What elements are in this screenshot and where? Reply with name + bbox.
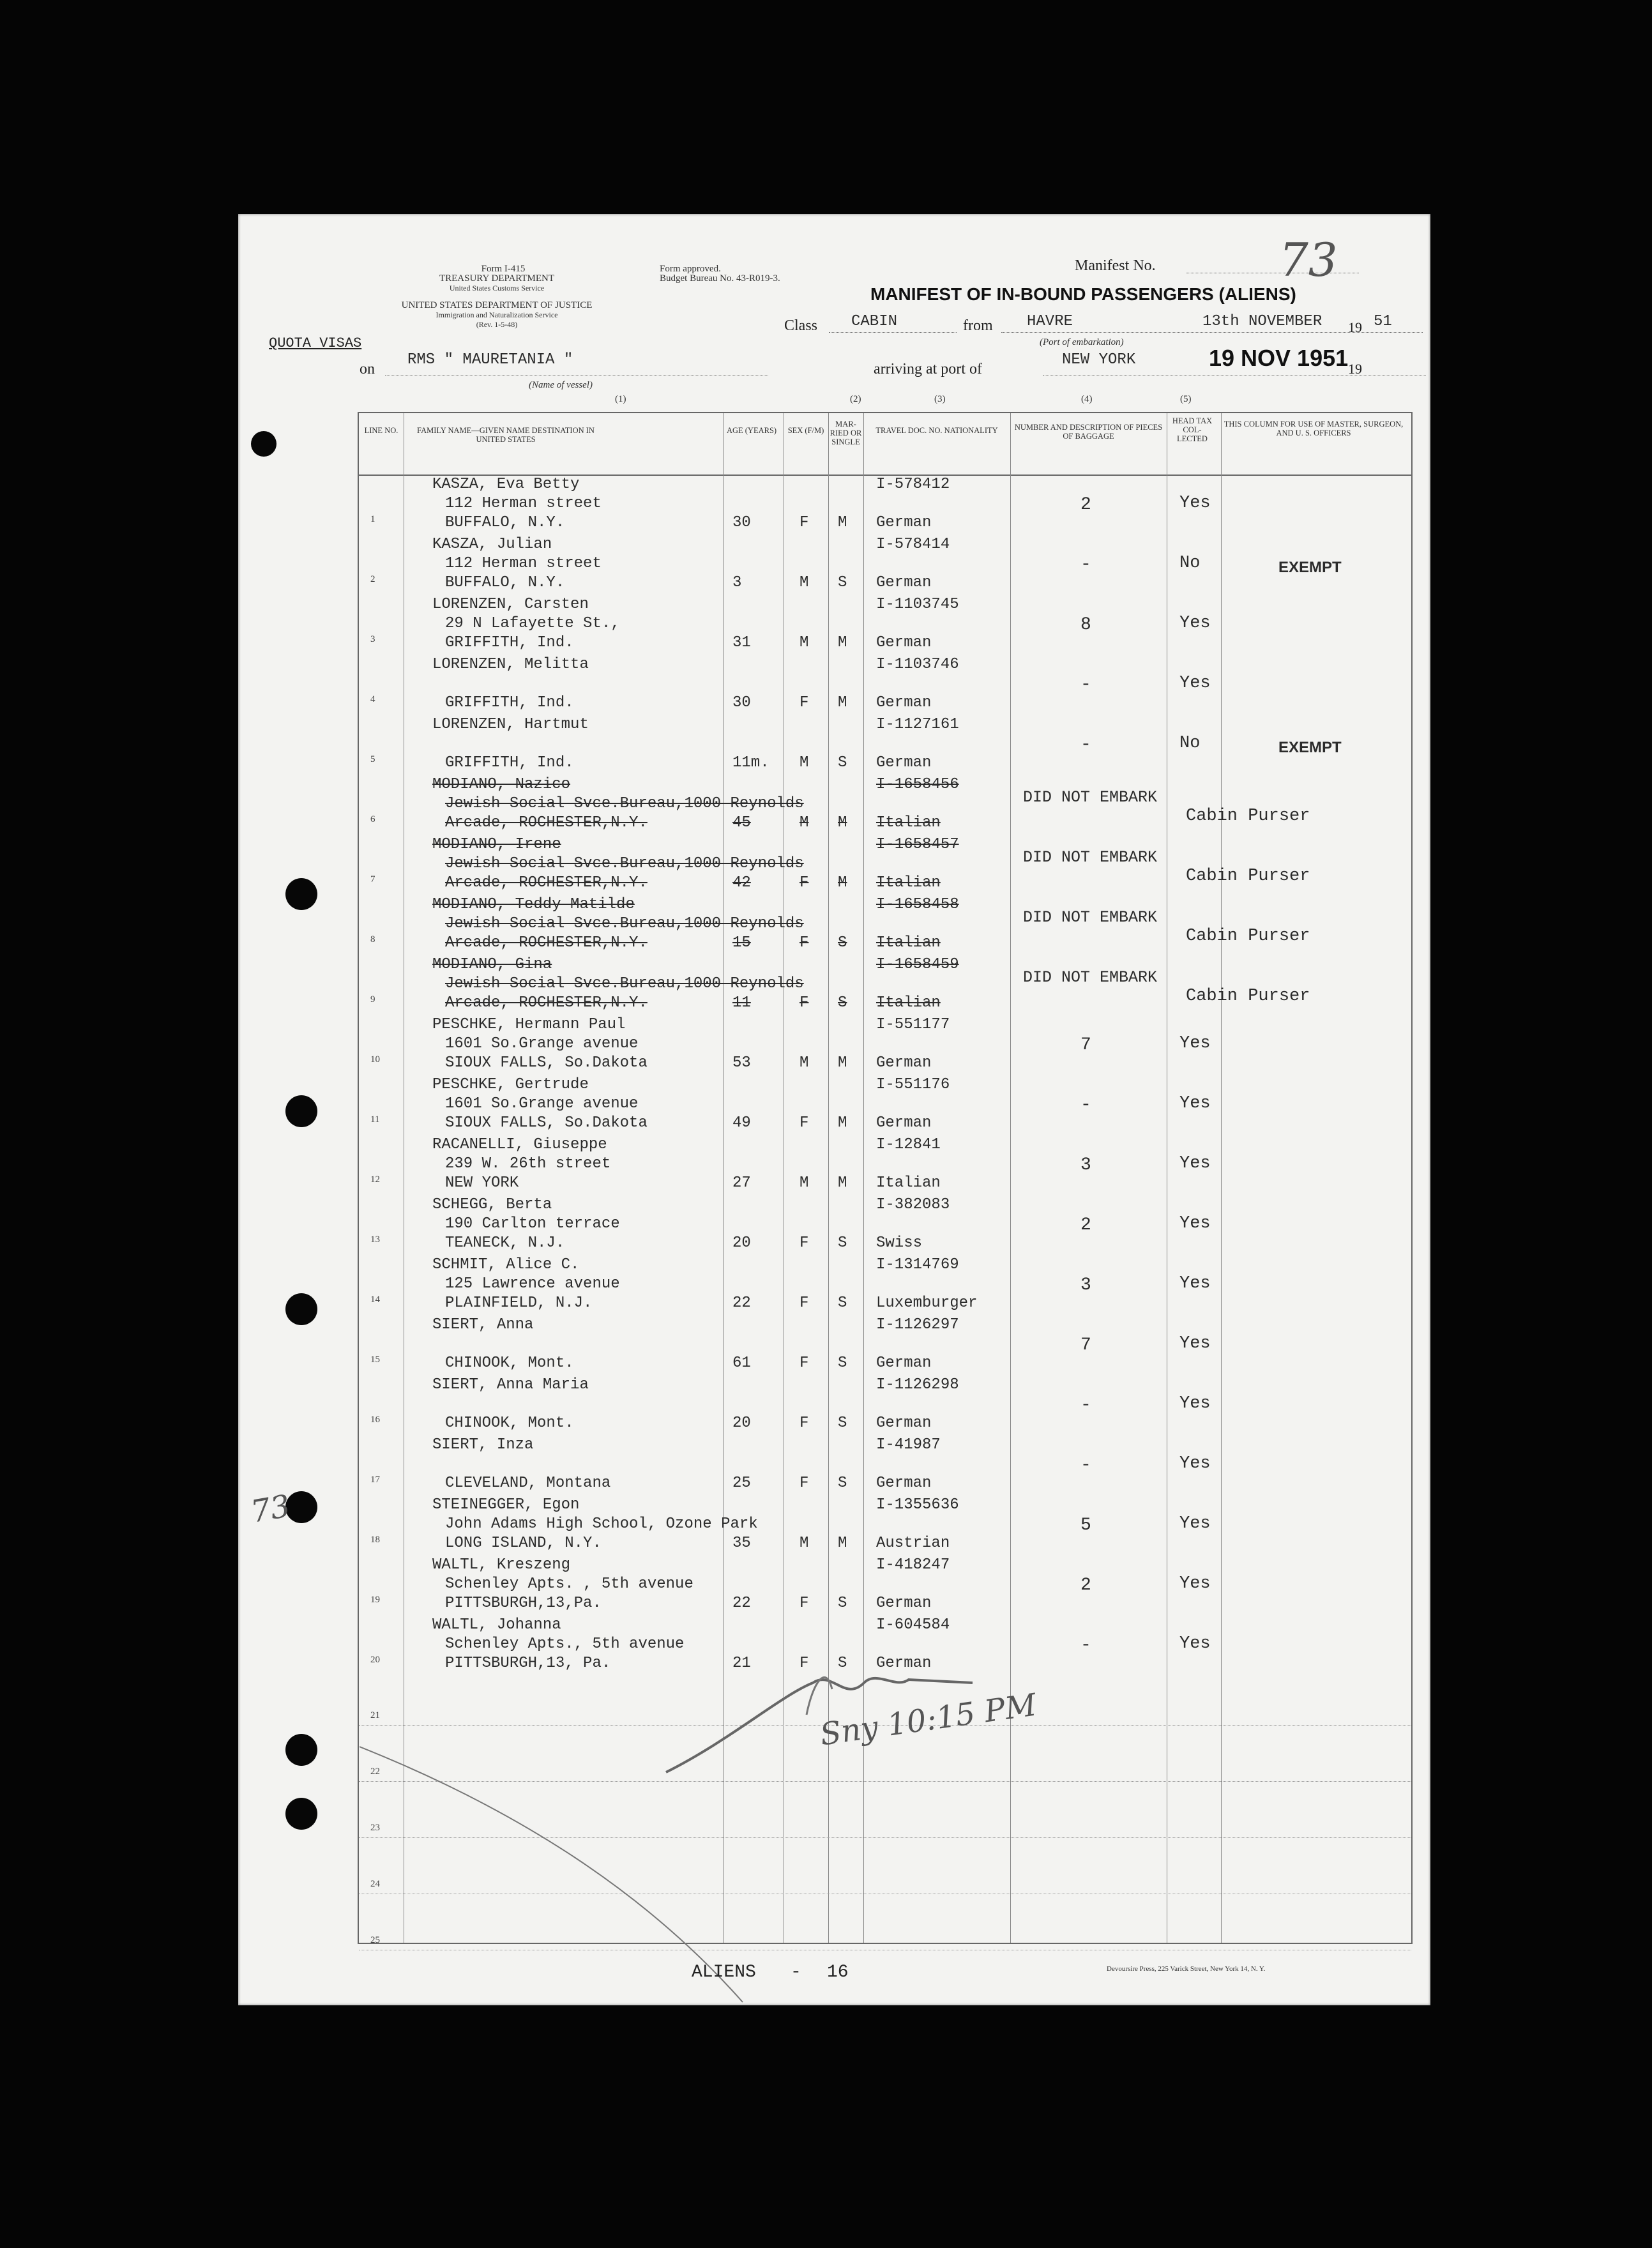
col-number: (2) [850,394,861,404]
baggage-count: - [1080,1636,1091,1655]
sex: F [799,934,809,952]
line-number: 13 [370,1234,380,1245]
line-number: 23 [370,1823,380,1833]
treasury-dept: TREASURY DEPARTMENT [439,273,555,284]
table-row [359,775,1411,835]
destination-city: PITTSBURGH,13, Pa. [445,1655,611,1672]
rev-date: (Rev. 1-5-48) [476,320,518,329]
table-row [359,475,1411,535]
travel-doc-no: I-604584 [876,1616,950,1634]
baggage-count: 2 [1080,495,1091,515]
passenger-name: SIERT, Anna Maria [432,1376,589,1394]
line-number: 21 [370,1710,380,1720]
line-number: 12 [370,1174,380,1185]
sex: F [799,514,809,531]
nationality: German [876,754,932,771]
header-line-no: LINE NO. [364,426,398,435]
age: 20 [732,1234,751,1252]
destination-address: 239 W. 26th street [445,1155,611,1173]
line-number: 6 [370,814,375,824]
destination-city: Arcade, ROCHESTER,N.Y. [445,874,648,892]
from-label: from [963,317,993,334]
line-number: 8 [370,934,375,945]
sex: F [799,874,809,892]
destination-city: GRIFFITH, Ind. [445,754,574,771]
binder-hole [285,878,317,910]
sex: F [799,1295,809,1312]
destination-address: 125 Lawrence avenue [445,1275,620,1293]
footer-dash: - [791,1963,801,1982]
head-tax: No [1179,734,1201,753]
line-number: 4 [370,694,375,704]
sex: F [799,1655,809,1672]
travel-doc-no: I-1127161 [876,716,959,733]
head-tax: Yes [1179,1034,1211,1053]
travel-doc-no: I-1658456 [876,776,959,793]
passenger-name: MODIANO, Teddy Matilde [432,896,635,913]
sex: M [799,574,809,591]
destination-city: GRIFFITH, Ind. [445,694,574,711]
table-row [359,595,1411,655]
destination-address: 190 Carlton terrace [445,1215,620,1233]
nationality: German [876,1475,932,1492]
departure-year: 51 [1374,313,1392,330]
head-tax: Yes [1179,1214,1211,1233]
passenger-name: WALTL, Johanna [432,1616,561,1634]
table-row [359,835,1411,895]
destination-city: LONG ISLAND, N.Y. [445,1535,602,1552]
passenger-name: LORENZEN, Melitta [432,656,589,673]
destination-city: BUFFALO, N.Y. [445,574,565,591]
destination-city: NEW YORK [445,1174,519,1192]
table-row [359,1195,1411,1255]
marital-status: M [838,1114,847,1132]
travel-doc-no: I-1103745 [876,596,959,613]
age: 27 [732,1174,751,1192]
arrival-year-prefix: 19 [1348,361,1362,377]
marital-status: M [838,1535,847,1552]
class-line [829,332,957,333]
line-number: 11 [370,1114,380,1125]
travel-doc-no: I-578414 [876,536,950,553]
table-row [359,1135,1411,1195]
passenger-name: MODIANO, Irene [432,836,561,853]
passenger-name: PESCHKE, Gertrude [432,1076,589,1093]
binder-hole [285,1095,317,1127]
travel-doc-no: I-41987 [876,1436,941,1454]
header-travel-doc: TRAVEL DOC. NO. NATIONALITY [875,426,998,435]
nationality: Austrian [876,1535,950,1552]
baggage-count: - [1080,1395,1091,1415]
travel-doc-no: I-1126298 [876,1376,959,1394]
baggage-count: 3 [1080,1155,1091,1175]
baggage-count: 2 [1080,1576,1091,1595]
table-row [359,655,1411,715]
destination-city: BUFFALO, N.Y. [445,514,565,531]
head-tax: Yes [1179,494,1211,513]
nationality: German [876,1415,932,1432]
destination-city: Arcade, ROCHESTER,N.Y. [445,994,648,1012]
head-tax: Yes [1179,1454,1211,1473]
head-tax: Yes [1179,1274,1211,1293]
age: 21 [732,1655,751,1672]
sex: M [799,814,809,832]
baggage-count: - [1080,1455,1091,1475]
line-number: 7 [370,874,375,885]
head-tax: Yes [1179,1094,1211,1113]
travel-doc-no: I-1314769 [876,1256,959,1273]
destination-address: Jewish Social Svce.Bureau,1000 Reynolds [445,855,804,872]
age: 45 [732,814,751,832]
did-not-embark: DID NOT EMBARK [1023,908,1158,927]
destination-city: GRIFFITH, Ind. [445,634,574,651]
baggage-count: 7 [1080,1035,1091,1055]
header-sex: SEX (F/M) [787,426,824,435]
table-row [359,955,1411,1015]
line-number: 16 [370,1415,380,1425]
baggage-count: - [1080,555,1091,575]
line-number: 14 [370,1295,380,1305]
age: 35 [732,1535,751,1552]
age: 61 [732,1355,751,1372]
marital-status: S [838,994,847,1012]
age: 15 [732,934,751,952]
table-row [359,1555,1411,1615]
line-number: 22 [370,1766,380,1777]
destination-city: PLAINFIELD, N.J. [445,1295,593,1312]
head-tax: Yes [1179,614,1211,633]
manifest-page [238,214,1430,2005]
arrival-stamp: 19 NOV 1951 [1209,345,1349,371]
destination-city: Arcade, ROCHESTER,N.Y. [445,814,648,832]
travel-doc-no: I-551176 [876,1076,950,1093]
age: 11 [732,994,751,1012]
sex: F [799,1475,809,1492]
travel-doc-no: I-1658457 [876,836,959,853]
passenger-name: SIERT, Anna [432,1316,534,1333]
line-number: 3 [370,634,375,644]
age: 20 [732,1415,751,1432]
age: 49 [732,1114,751,1132]
sex: F [799,1595,809,1612]
travel-doc-no: I-382083 [876,1196,950,1213]
passenger-name: MODIANO, Nazico [432,776,571,793]
line-number: 15 [370,1355,380,1365]
nationality: Italian [876,934,941,952]
destination-address: Schenley Apts., 5th avenue [445,1636,685,1653]
header-baggage: NUMBER AND DESCRIPTION OF PIECES OF BAGGAGE [1014,423,1163,441]
destination-city: CLEVELAND, Montana [445,1475,611,1492]
head-tax: Yes [1179,1574,1211,1593]
age: 25 [732,1475,751,1492]
travel-doc-no: I-1355636 [876,1496,959,1514]
cabin-purser: Cabin Purser [1186,807,1310,826]
destination-address: Jewish Social Svce.Bureau,1000 Reynolds [445,795,804,812]
sex: M [799,1535,809,1552]
table-row [359,715,1411,775]
binder-hole [285,1293,317,1325]
marital-status: S [838,1415,847,1432]
nationality: German [876,1355,932,1372]
sex: F [799,694,809,711]
passenger-name: KASZA, Eva Betty [432,476,580,493]
line-number: 25 [370,1935,380,1945]
budget-bureau: Budget Bureau No. 43-R019-3. [660,273,780,284]
line-number: 19 [370,1595,380,1605]
binder-hole [285,1798,317,1830]
head-tax: Yes [1179,674,1211,693]
nationality: German [876,1595,932,1612]
destination-city: PITTSBURGH,13,Pa. [445,1595,602,1612]
age: 42 [732,874,751,892]
destination-address: 112 Herman street [445,555,602,572]
footer-aliens: ALIENS [692,1963,756,1982]
marital-status: M [838,1054,847,1072]
travel-doc-no: I-551177 [876,1016,950,1033]
age: 30 [732,694,751,711]
nationality: German [876,574,932,591]
nationality: German [876,514,932,531]
did-not-embark: DID NOT EMBARK [1023,848,1158,867]
marital-status: S [838,754,847,771]
marital-status: S [838,1355,847,1372]
marital-status: S [838,574,847,591]
arriving-label: arriving at port of [874,361,982,377]
col-number: (1) [615,394,626,404]
sex: F [799,1415,809,1432]
sex: F [799,1355,809,1372]
marital-status: M [838,634,847,651]
nationality: Italian [876,1174,941,1192]
nationality: Luxemburger [876,1295,978,1312]
destination-address: Jewish Social Svce.Bureau,1000 Reynolds [445,915,804,932]
travel-doc-no: I-1126297 [876,1316,959,1333]
age: 11m. [732,754,769,771]
customs-service: United States Customs Service [449,284,545,292]
marital-status: M [838,514,847,531]
passenger-name: LORENZEN, Hartmut [432,716,589,733]
departure-date: 13th NOVEMBER [1202,313,1322,330]
destination-city: Arcade, ROCHESTER,N.Y. [445,934,648,952]
header-married: MAR- RIED OR SINGLE [830,420,862,446]
vessel-name: RMS " MAURETANIA " [407,351,573,368]
head-tax: Yes [1179,1514,1211,1533]
marital-status: M [838,694,847,711]
destination-address: 29 N Lafayette St., [445,615,620,632]
marital-status: S [838,934,847,952]
manifest-number: 73 [1279,233,1338,287]
destination-address: Jewish Social Svce.Bureau,1000 Reynolds [445,975,804,992]
destination-address: 1601 So.Grange avenue [445,1035,639,1052]
age: 30 [732,514,751,531]
table-row [359,1075,1411,1135]
table-row [359,1435,1411,1495]
destination-city: SIOUX FALLS, So.Dakota [445,1114,648,1132]
baggage-count: 5 [1080,1515,1091,1535]
inspection-time-note: Sny 10:15 PM [817,1687,1039,1753]
nationality: Swiss [876,1234,923,1252]
header-name: FAMILY NAME—GIVEN NAME DESTINATION IN UNITED STATES [417,426,595,444]
justice-dept: UNITED STATES DEPARTMENT OF JUSTICE [401,300,593,310]
line-number: 20 [370,1655,380,1665]
sex: M [799,1174,809,1192]
table-row [359,1015,1411,1075]
passenger-name: KASZA, Julian [432,536,552,553]
line-number: 17 [370,1475,380,1485]
marital-status: S [838,1655,847,1672]
cabin-purser: Cabin Purser [1186,927,1310,946]
marital-status: M [838,1174,847,1192]
passenger-name: RACANELLI, Giuseppe [432,1136,607,1153]
baggage-count: - [1080,675,1091,695]
baggage-count: 8 [1080,615,1091,635]
departure-year-prefix: 19 [1348,319,1362,335]
manifest-no-label: Manifest No. [1075,257,1156,274]
arrival-port: NEW YORK [1062,351,1136,368]
sex: M [799,634,809,651]
marital-status: M [838,874,847,892]
passenger-name: LORENZEN, Carsten [432,596,589,613]
nationality: German [876,1054,932,1072]
travel-doc-no: I-1103746 [876,656,959,673]
cabin-purser: Cabin Purser [1186,987,1310,1006]
embark-note: (Port of embarkation) [1040,337,1124,347]
class-label: Class [784,317,818,334]
marital-status: M [838,814,847,832]
ins-label: Immigration and Naturalization Service [436,310,558,319]
travel-doc-no: I-12841 [876,1136,941,1153]
line-number: 1 [370,514,375,524]
sex: M [799,754,809,771]
class-value: CABIN [851,313,898,330]
destination-address: John Adams High School, Ozone Park [445,1515,758,1533]
binder-hole [285,1734,317,1766]
line-number: 2 [370,574,375,584]
printer-credit: Devoursire Press, 225 Varick Street, New York 14, N. Y. [1107,1965,1266,1973]
line-number: 24 [370,1879,380,1889]
col-number: (5) [1180,394,1192,404]
nationality: Italian [876,814,941,832]
head-tax: Yes [1179,1634,1211,1653]
head-tax: No [1179,554,1201,573]
baggage-count: - [1080,735,1091,755]
travel-doc-no: I-578412 [876,476,950,493]
destination-city: SIOUX FALLS, So.Dakota [445,1054,648,1072]
age: 22 [732,1295,751,1312]
head-tax: Yes [1179,1334,1211,1353]
header-head-tax: HEAD TAX COL- LECTED [1172,416,1213,443]
passenger-name: SIERT, Inza [432,1436,534,1454]
passenger-name: MODIANO, Gina [432,956,552,973]
sex: M [799,1054,809,1072]
baggage-count: - [1080,1095,1091,1115]
passenger-name: SCHMIT, Alice C. [432,1256,580,1273]
passenger-name: SCHEGG, Berta [432,1196,552,1213]
cabin-purser: Cabin Purser [1186,867,1310,886]
table-row [359,1375,1411,1435]
footer-number: 16 [827,1963,849,1982]
age: 3 [732,574,742,591]
nationality: Italian [876,994,941,1012]
header-age: AGE (YEARS) [726,426,777,435]
manifest-title: MANIFEST OF IN-BOUND PASSENGERS (ALIENS) [870,284,1296,304]
form-number: Form I-415 [481,264,526,274]
passenger-name: WALTL, Kreszeng [432,1556,571,1574]
nationality: Italian [876,874,941,892]
nationality: German [876,694,932,711]
marital-status: S [838,1475,847,1492]
travel-doc-no: I-1658458 [876,896,959,913]
marital-status: S [838,1295,847,1312]
baggage-count: 2 [1080,1215,1091,1235]
nationality: German [876,1655,932,1672]
destination-city: CHINOOK, Mont. [445,1355,574,1372]
destination-address: Schenley Apts. , 5th avenue [445,1576,693,1593]
table-row [359,535,1411,595]
header-officers: THIS COLUMN FOR USE OF MASTER, SURGEON, AND U. S. OFFICERS [1224,420,1404,437]
officer-note: EXEMPT [1278,559,1342,576]
destination-address: 1601 So.Grange avenue [445,1095,639,1113]
nationality: German [876,1114,932,1132]
age: 31 [732,634,751,651]
travel-doc-no: I-418247 [876,1556,950,1574]
marital-status: S [838,1595,847,1612]
sex: F [799,994,809,1012]
nationality: German [876,634,932,651]
table-row [359,895,1411,955]
age: 22 [732,1595,751,1612]
officer-note: EXEMPT [1278,739,1342,756]
col-number: (4) [1081,394,1093,404]
binder-hole [251,431,277,457]
line-number: 5 [370,754,375,764]
margin-note: 73 [248,1488,293,1530]
port-embarkation: HAVRE [1027,313,1073,330]
line-number: 9 [370,994,375,1005]
sex: F [799,1114,809,1132]
did-not-embark: DID NOT EMBARK [1023,968,1158,987]
head-tax: Yes [1179,1394,1211,1413]
table-row [359,1495,1411,1555]
destination-city: TEANECK, N.J. [445,1234,565,1252]
sex: F [799,1234,809,1252]
did-not-embark: DID NOT EMBARK [1023,788,1158,807]
baggage-count: 3 [1080,1275,1091,1295]
line-number: 18 [370,1535,380,1545]
destination-city: CHINOOK, Mont. [445,1415,574,1432]
line-number: 10 [370,1054,380,1065]
form-approved: Form approved. [660,264,721,274]
on-label: on [360,361,375,377]
passenger-name: PESCHKE, Hermann Paul [432,1016,626,1033]
marital-status: S [838,1234,847,1252]
head-tax: Yes [1179,1154,1211,1173]
vessel-note: (Name of vessel) [529,380,593,390]
col-number: (3) [934,394,946,404]
travel-doc-no: I-1658459 [876,956,959,973]
age: 53 [732,1054,751,1072]
table-header [359,413,1411,476]
table-row [359,1255,1411,1315]
quota-visas: QUOTA VISAS [269,335,362,351]
table-row [359,1315,1411,1375]
destination-address: 112 Herman street [445,495,602,512]
baggage-count: 7 [1080,1335,1091,1355]
passenger-name: STEINEGGER, Egon [432,1496,580,1514]
